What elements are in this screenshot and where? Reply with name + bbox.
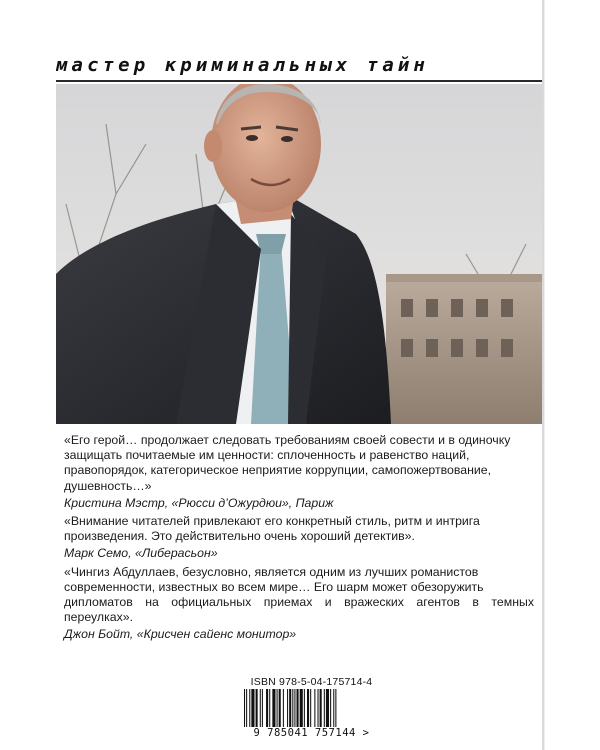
barcode-bar xyxy=(314,689,315,731)
quote-line: правопорядок, категорическое неприятие коррупции, самопожертвование, xyxy=(64,463,491,478)
barcode-digits: 9 785041 757144 > xyxy=(240,727,383,739)
barcode-bar xyxy=(300,689,303,731)
series-divider xyxy=(56,80,542,82)
barcode-bar xyxy=(320,689,322,731)
barcode-bar xyxy=(292,689,293,731)
barcode-bar xyxy=(289,689,291,731)
barcode-bar xyxy=(294,689,295,731)
barcode-bar xyxy=(318,689,319,731)
quote-3-attribution: Джон Бойт, «Крисчен сайенс монитор» xyxy=(64,627,297,642)
series-title: мастер криминальных тайн xyxy=(56,54,429,76)
barcode-bar xyxy=(287,689,288,731)
author-portrait-illustration xyxy=(56,84,542,424)
barcode-bar xyxy=(269,689,270,731)
barcode-bar xyxy=(283,689,284,731)
barcode-bar xyxy=(251,689,254,731)
author-photo xyxy=(56,84,542,424)
barcode-bar xyxy=(324,689,325,731)
barcode-bar xyxy=(304,689,305,731)
quote-line: «Внимание читателей привлекают его конкретный стиль, ритм и интрига xyxy=(64,514,480,529)
barcode-bar xyxy=(262,689,263,731)
review-quotes xyxy=(64,433,534,646)
barcode-bar xyxy=(244,689,245,731)
barcode-bar xyxy=(256,689,258,731)
quote-1 xyxy=(64,433,534,494)
barcode-bar xyxy=(266,689,268,731)
barcode-bar xyxy=(249,689,250,731)
quote-line: душевность…» xyxy=(64,478,152,493)
isbn-barcode xyxy=(240,676,383,738)
quote-3 xyxy=(64,565,534,626)
quote-line: «Чингиз Абдуллаев, безусловно, является одним из лучших романистов xyxy=(64,564,479,579)
barcode-bar xyxy=(246,689,247,731)
quote-line: «Его герой… продолжает следовать требованиям своей совести и в одиночку xyxy=(64,433,511,447)
barcode-bar xyxy=(330,689,331,731)
quote-2-attribution: Марк Семо, «Либерасьон» xyxy=(64,546,218,561)
barcode-bar xyxy=(310,689,311,731)
barcode-bar xyxy=(277,689,278,731)
barcode-bar xyxy=(260,689,261,731)
quote-line: произведения. Это действительно очень хороший детектив». xyxy=(64,529,415,544)
quote-line: современности, известных во всем мире… Его шарм может обезоружить xyxy=(64,579,484,594)
barcode-bar xyxy=(326,689,329,731)
barcode-bar xyxy=(297,689,299,731)
barcode-bar xyxy=(272,689,275,731)
barcode-bar xyxy=(333,689,334,731)
quote-line: защищать почитаемые им ценности: сплоченность и равенство наций, xyxy=(64,448,470,463)
barcode-bar xyxy=(279,689,281,731)
isbn-label: ISBN 978-5-04-175714-4 xyxy=(250,676,373,688)
quote-1-attribution: Кристина Мэстр, «Рюсси д’Ожурдюи», Париж xyxy=(64,495,334,510)
quote-line: дипломатов на официальных приемах и вражеских агентов в темных переулках». xyxy=(64,595,534,625)
barcode-bar xyxy=(307,689,309,731)
barcode-bars xyxy=(244,689,379,731)
quote-2 xyxy=(64,514,534,544)
barcode-bar xyxy=(335,689,336,731)
